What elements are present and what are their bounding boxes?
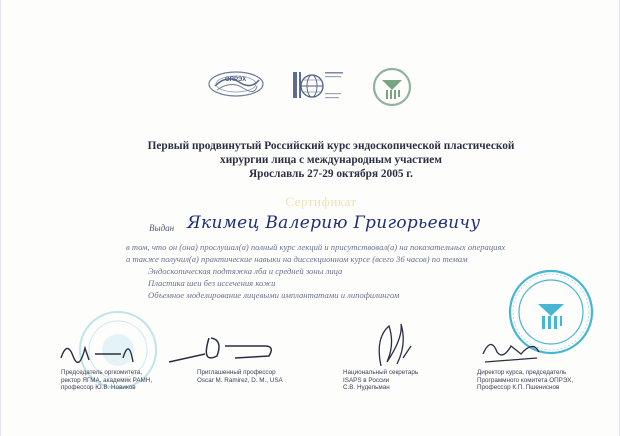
signatory-course-director	[477, 369, 573, 392]
signatory-line: С.В. Нудельман	[343, 384, 390, 392]
topic-item: Объемное моделирование лицевыми имплантатами и липофилингом	[148, 290, 400, 300]
signatory-line: Программного комитета ОПРЭХ,	[477, 376, 574, 384]
signature-2	[165, 328, 285, 368]
isaps-logo	[291, 66, 347, 106]
signature-4	[477, 330, 549, 366]
course-title	[111, 139, 551, 181]
course-title-line-1: Первый продвинутый Российский курс эндоскопической пластической	[147, 140, 515, 152]
signature-3	[367, 318, 417, 370]
certificate-heading: Сертификат	[285, 194, 357, 209]
issued-label: Выдан	[149, 223, 175, 233]
signatory-national-secretary	[343, 369, 418, 392]
signatory-organizer	[61, 369, 152, 392]
oprekh-logo	[207, 70, 265, 98]
signatory-line: Национальный секретарь	[343, 369, 419, 376]
signatory-line: профессор Ю.В. Новиков	[61, 384, 136, 392]
signatory-line: Председатель оргкомитета,	[61, 369, 143, 376]
signatory-line: ISAPS в России	[343, 376, 390, 384]
conference-emblem-logo	[371, 66, 413, 108]
recipient-name: Якимец Валерию Григорьевичу	[187, 213, 481, 233]
topic-item: Пластика шеи без иссечения кожи	[148, 278, 276, 288]
course-dates: Ярославль 27-29 октября 2005 г.	[249, 168, 413, 180]
topic-item: Эндоскопическая подтяжка лба и средней зоны лица	[148, 266, 343, 276]
signature-1	[59, 336, 149, 370]
signatory-line: Oscar M. Ramirez, D. M., USA	[197, 376, 283, 384]
signatory-line: Профессор К.П. Пшениснов	[477, 384, 560, 392]
signatory-line: Приглашенный профессор	[197, 369, 276, 376]
signatory-invited-professor	[197, 369, 283, 384]
signatory-line: Директор курса, председатель	[477, 369, 567, 376]
body-line-2: а также получил(а) практические навыки на диссекционном курсе (всего 36 часов) по темам	[126, 254, 468, 264]
body-line-1: в том, что он (она) прослушал(а) полный курс лекций и присутствовал(а) на показательных операциях	[126, 242, 506, 252]
signatory-line: ректор ЯГМА, академик РАМН,	[61, 376, 153, 384]
course-title-line-2: хирургии лица с международным участием	[220, 154, 442, 166]
svg-text:ОПРЭХ: ОПРЭХ	[225, 77, 247, 83]
